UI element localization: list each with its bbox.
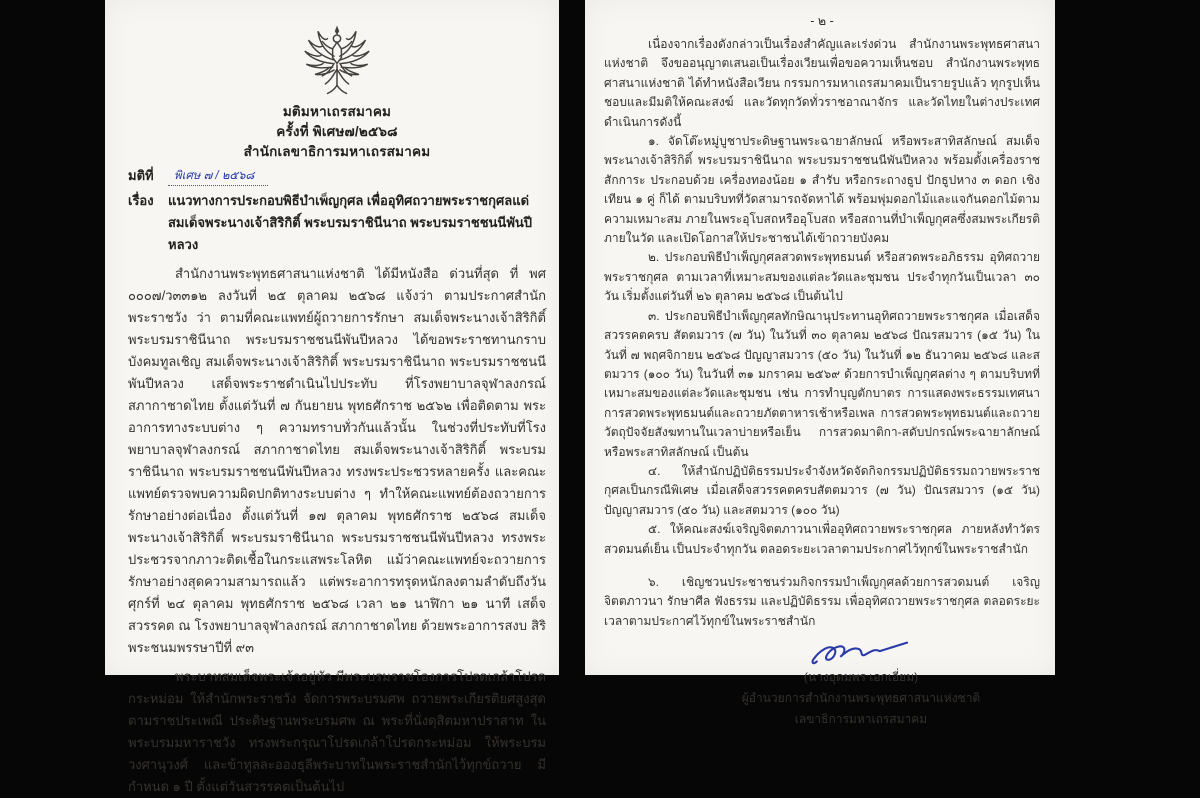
resolution-label: มติที่ <box>128 168 154 183</box>
signer-title-1: ผู้อำนวยการสำนักงานพระพุทธศาสนาแห่งชาติ <box>741 691 981 706</box>
council-title: มติมหาเถรสมาคม <box>282 104 392 119</box>
signer-title-2: เลขาธิการมหาเถรสมาคม <box>794 712 928 727</box>
paragraph: เนื่องจากเรื่องดังกล่าวเป็นเรื่องสำคัญและเร่งด่วน สำนักงานพระพุทธศาสนาแห่งชาติ จึงขออนุญาตเสนอเป็นเรื่องเวียนเพื่อขอความเห็นชอบ สำนักงานพระพุทธศาสนาแห่งชาติ ได้ทำหนังสือเวียน กรรมการมหาเถรสมาคมเป็นรายรูปแล้ว ทุกรูปเห็นชอบและมีมติให้คณะสงฆ์ และวัดทุกวัดทั่วราชอาณาจักร และวัดไทยในต่างประเทศ ดำเนินการดังนี้ <box>604 37 1040 129</box>
subject-label: เรื่อง <box>128 193 154 208</box>
document-page-1 <box>105 0 559 794</box>
list-item: ๖. เชิญชวนประชาชนร่วมกิจกรรมบำเพ็ญกุศลด้วยการสวดมนต์ เจริญจิตตภาวนา รักษาศีล ฟังธรรม และปฏิบัติธรรม เพื่ออุทิศถวายพระราชกุศล ตลอดระยะเวลาตามประกาศไว้ทุกข์ในพระราชสำนัก <box>604 574 1040 628</box>
secretariat-name: สำนักเลขาธิการมหาเถรสมาคม <box>243 144 431 159</box>
list-item: ๓. ประกอบพิธีบำเพ็ญกุศลทักษิณานุประทานอุทิศถวายพระราชกุศล เมื่อเสด็จสวรรคตครบ สัตตมวาร (๗ วัน) ในวันที่ ๓๐ ตุลาคม ๒๕๖๘ ปัณรสมวาร (๑๕ วัน) ในวันที่ ๗ พฤศจิกายน ๒๕๖๘ ปัญญาสมวาร (๕๐ วัน) ในวันที่ ๑๒ ธันวาคม ๒๕๖๘ และสตมวาร (๑๐๐ วัน) ในวันที่ ๓๑ มกราคม ๒๕๖๙ ด้วยการบำเพ็ญกุศลต่าง ๆ ตามบริบทที่เหมาะสมของแต่ละวัดและชุมชน เช่น การทำบุญตักบาตร การแสดงพระธรรมเทศนา การสวดพระพุทธมนต์และถวายภัตตาหารเช้าหรือเพล การสวดพระพุทธมนต์และถวายวัตถุปัจจัยสังฆทานในเวลาบ่ายหรือเย็น การสวดมาติกา-สดับปกรณ์พระฉายาลักษณ์หรือพระสาทิสลักษณ์ เป็นต้น <box>604 308 1040 459</box>
subject-row <box>128 190 546 256</box>
paragraph: พระบาทสมเด็จพระเจ้าอยู่หัว มีพระบรมราชโองการโปรดเกล้าโปรดกระหม่อม ให้สำนักพระราชวัง จัดการพระบรมศพ ถวายพระเกียรติยศสูงสุดตามราชประเพณี ประดิษฐานพระบรมศพ ณ พระที่นั่งดุสิตมหาปราสาท ในพระบรมมหาราชวัง ทรงพระกรุณาโปรดเกล้าโปรดกระหม่อม ให้พระบรมวงศานุวงศ์ และข้าทูลละอองธุลีพระบาทในพระราชสำนักไว้ทุกข์ถวาย มีกำหนด ๑ ปี ตั้งแต่วันสวรรคตเป็นต้นไป <box>128 669 546 794</box>
resolution-number-row <box>128 165 546 186</box>
signature-icon <box>806 637 916 669</box>
list-item: ๕. ให้คณะสงฆ์เจริญจิตตภาวนาเพื่ออุทิศถวายพระราชกุศล ภายหลังทำวัตรสวดมนต์เย็น เป็นประจำทุกวัน ตลอดระยะเวลาตามประกาศไว้ทุกข์ในพระราชสำนัก <box>604 522 1040 556</box>
resolution-handwritten-value: พิเศษ ๗ / ๒๕๖๘ <box>168 169 268 186</box>
subject-text: แนวทางการประกอบพิธีบำเพ็ญกุศล เพื่ออุทิศถวายพระราชกุศลแด่สมเด็จพระนางเจ้าสิริกิติ์ พระบรมราชินีนาถ พระบรมราชชนนีพันปีหลวง <box>168 193 533 252</box>
list-item: ๒. ประกอบพิธีบำเพ็ญกุศลสวดพระพุทธมนต์ หรือสวดพระอภิธรรม อุทิศถวายพระราชกุศล ตามเวลาที่เหมาะสมของแต่ละวัดและชุมชน ประจำทุกวันเป็นเวลา ๓๐ วัน เริ่มตั้งแต่วันที่ ๒๖ ตุลาคม ๒๕๖๘ เป็นต้นไป <box>604 250 1040 304</box>
session-number: ครั้งที่ พิเศษ๗/๒๕๖๘ <box>276 124 398 139</box>
garuda-emblem-icon <box>300 24 374 100</box>
paragraph: สำนักงานพระพุทธศาสนาแห่งชาติ ได้มีหนังสือ ด่วนที่สุด ที่ พศ ๐๐๐๗/ว๓๓๑๒ ลงวันที่ ๒๕ ตุลาคม ๒๕๖๘ แจ้งว่า ตามประกาศสำนักพระราชวัง ว่า ตามที่คณะแพทย์ผู้ถวายการรักษา สมเด็จพระนางเจ้าสิริกิติ์ พระบรมราชินีนาถ พระบรมราชชนนีพันปีหลวง ได้ขอพระราชทานกราบบังคมทูลเชิญ สมเด็จพระนางเจ้าสิริกิติ์ พระบรมราชินีนาถ พระบรมราชชนนีพันปีหลวง เสด็จพระราชดำเนินไปประทับ ที่โรงพยาบาลจุฬาลงกรณ์ สภากาชาดไทย ตั้งแต่วันที่ ๗ กันยายน พุทธศักราช ๒๕๖๒ เพื่อติดตาม พระอาการทางระบบต่าง ๆ ความทราบทั่วกันแล้วนั้น ในช่วงที่ประทับที่โรงพยาบาลจุฬาลงกรณ์ สภากาชาดไทย สมเด็จพระนางเจ้าสิริกิติ์ พระบรมราชินีนาถ พระบรมราชชนนีพันปีหลวง ทรงพระประชวรหลายครั้ง และคณะแพทย์ตรวจพบความผิดปกติทางระบบต่าง ๆ ทำให้คณะแพทย์ต้องถวายการรักษาอย่างต่อเนื่อง ตั้งแต่วันที่ ๑๗ ตุลาคม พุทธศักราช ๒๕๖๘ สมเด็จพระนางเจ้าสิริกิติ์ พระบรมราชินีนาถ พระบรมราชชนนีพันปีหลวง ทรงพระประชวรจากภาวะติดเชื้อในกระแสพระโลหิต แม้ว่าคณะแพทย์จะถวายการรักษาอย่างสุดความสามารถแล้ว แต่พระอาการทรุดหนักลงตามลำดับถึงวันศุกร์ที่ ๒๔ ตุลาคม พุทธศักราช ๒๕๖๘ เวลา ๒๑ นาฬิกา ๒๑ นาที เสด็จสวรรคต ณ โรงพยาบาลจุฬาลงกรณ์ สภากาชาดไทย ด้วยพระอาการสงบ สิริพระชนมพรรษาปีที่ ๙๓ <box>128 266 546 655</box>
list-item: ๑. จัดโต๊ะหมู่บูชาประดิษฐานพระฉายาลักษณ์ หรือพระสาทิสลักษณ์ สมเด็จพระนางเจ้าสิริกิติ์ พระบรมราชินีนาถ พระบรมราชชนนีพันปีหลวง พร้อมตั้งเครื่องราชสักการะ ประกอบด้วย เครื่องทองน้อย ๑ สำรับ หรือกระถางธูป ปักธูปหาง ๓ ดอก เชิงเทียน ๑ คู่ ก็ได้ ตามบริบทที่วัดสามารถจัดหาได้ พร้อมพุ่มดอกไม้และแจกันดอกไม้ตามความเหมาะสม ภายในพระอุโบสถหรืออุโบสถ หรือสถานที่บำเพ็ญกุศลซึ่งสมพระเกียรติภายในวัด และเปิดโอกาสให้ประชาชนได้เข้าถวายบังคม <box>604 134 1040 246</box>
page-number: - ๒ - <box>810 14 834 28</box>
document-page-2 <box>585 0 1055 727</box>
signer-name: (นางอุดมพร เอกเอี่ยม) <box>803 670 919 685</box>
list-item: ๔. ให้สำนักปฏิบัติธรรมประจำจังหวัดจัดกิจกรรมปฏิบัติธรรมถวายพระราชกุศลเป็นกรณีพิเศษ เมื่อเสด็จสวรรคตครบสัตตมวาร (๗ วัน) ปัณรสมวาร (๑๕ วัน) ปัญญาสมวาร (๕๐ วัน) และสตมวาร (๑๐๐ วัน) <box>604 463 1040 517</box>
signature-block <box>696 637 1026 730</box>
